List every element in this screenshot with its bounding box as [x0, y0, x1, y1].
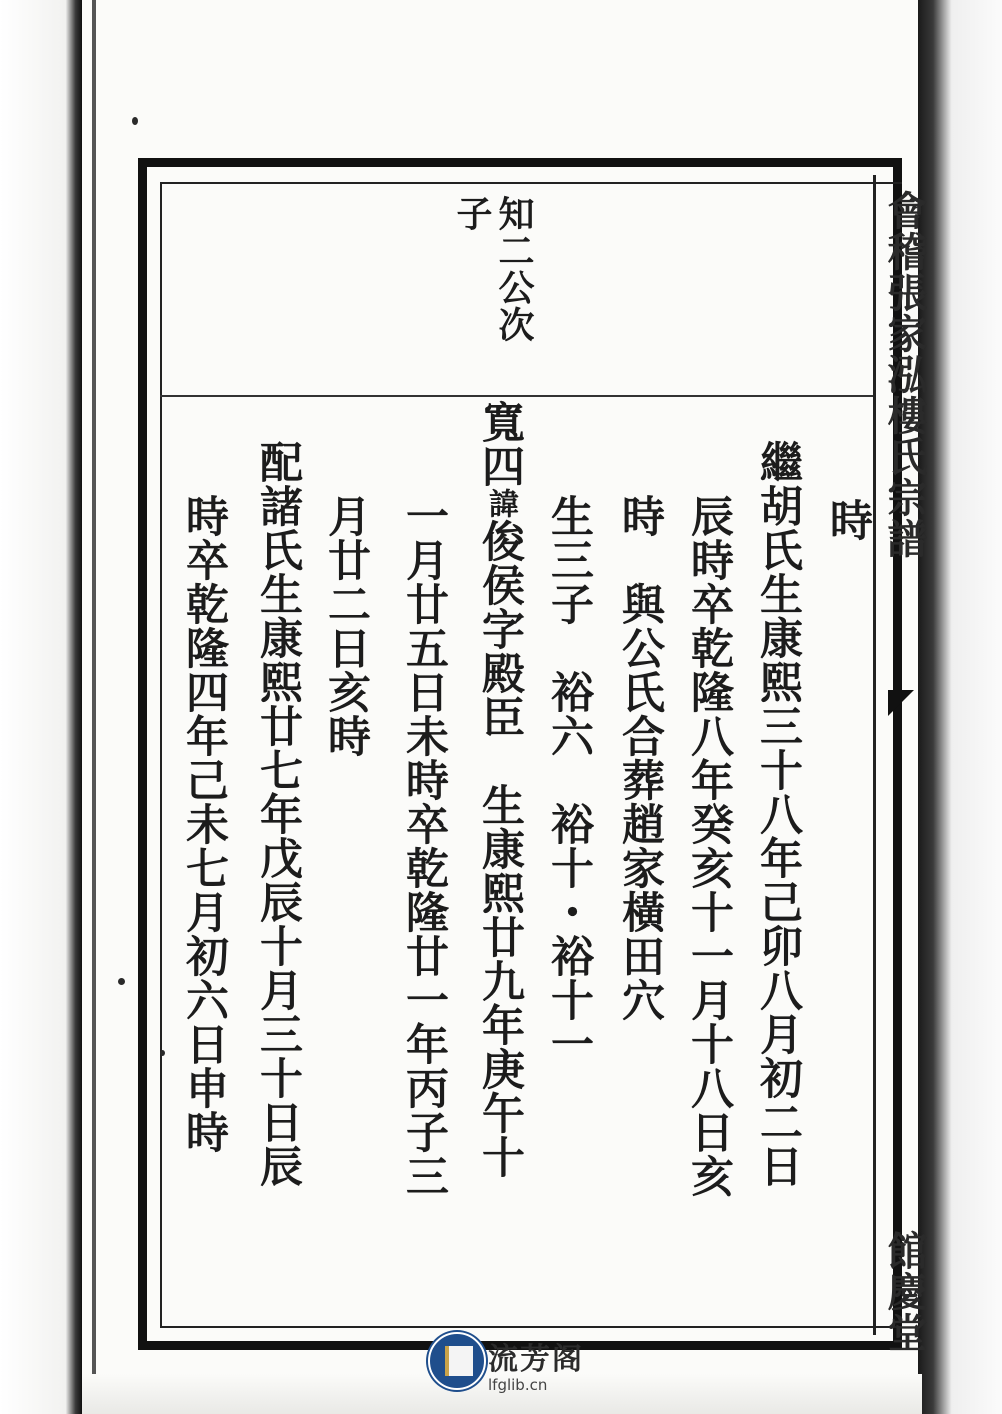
ink-speck [132, 117, 138, 125]
register-divider [160, 395, 875, 397]
text-col-6-rest: 俊侯字殿臣 生康熙廿九年庚午十 [475, 519, 525, 1179]
upper-col-1: 知二公次 [493, 195, 535, 343]
ink-speck [160, 1050, 165, 1056]
watermark-logo [428, 1332, 588, 1412]
binding-edge-left [0, 0, 82, 1414]
text-col-7: 一月廿五日未時卒乾隆廿一年丙子三 [399, 494, 449, 1198]
margin-rule [873, 175, 876, 1335]
ink-speck [118, 978, 125, 985]
text-col-5: 生三子 裕六 裕十・裕十一 [544, 494, 594, 1066]
text-col-4: 時 與公氏合葬趙家橫田穴 [615, 494, 665, 1022]
watermark-name: 流芳阁 [488, 1342, 584, 1377]
text-col-10: 時卒乾隆四年己未七月初六日申時 [179, 494, 229, 1154]
taboo-name-marker: 諱 [483, 488, 518, 519]
text-col-8: 月廿二日亥時 [321, 494, 371, 758]
hall-name: 館慶堂 [881, 1230, 928, 1353]
binding-line [92, 0, 96, 1414]
text-col-6 [474, 400, 526, 1179]
text-col-2: 繼胡氏生康熙三十八年己卯八月初二日 [753, 440, 803, 1188]
given-name: 寬四 [475, 400, 525, 488]
binding-edge-right [918, 0, 1002, 1414]
upper-col-2: 子 [451, 195, 493, 232]
fishtail-mark [888, 690, 914, 716]
text-col-3: 辰時卒乾隆八年癸亥十一月十八日亥 [684, 494, 734, 1198]
watermark-url: lfglib.cn [488, 1376, 548, 1394]
book-title: 會稽張家泓樓氏宗譜 [881, 190, 928, 559]
text-col-1: 時 [823, 498, 873, 542]
book-badge-icon [428, 1332, 486, 1390]
text-col-9: 配諸氏生康熙廿七年戊辰十月三十日辰 [253, 440, 303, 1188]
